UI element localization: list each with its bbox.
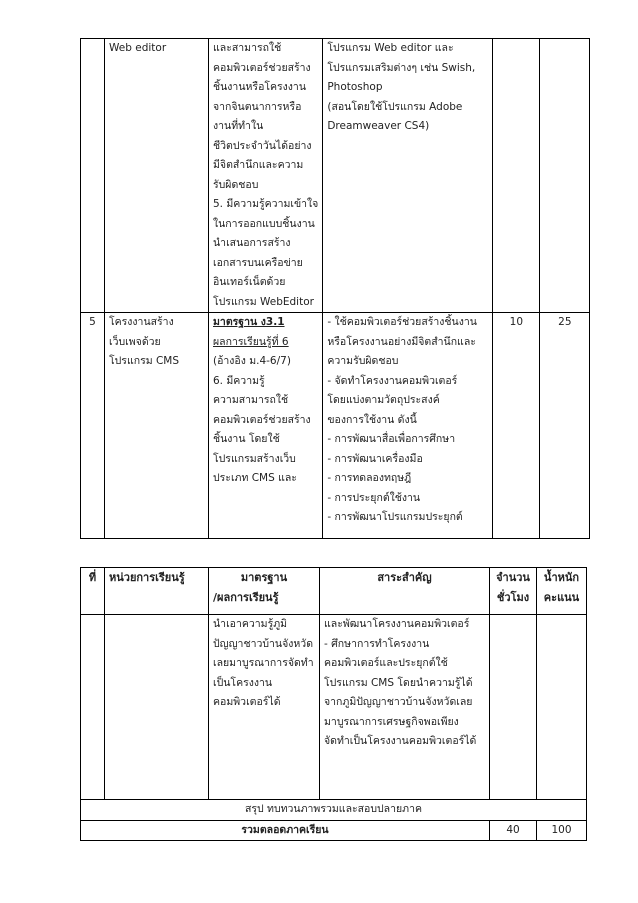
standard-cell: และสามารถใช้ คอมพิวเตอร์ช่วยสร้าง ชิ้นงานหรือโครงงาน จากจินตนาการหรือ งานที่ทำใน ชีวิตประจำวันได้อย่าง มีจิตสำนึกและความ รับผิดชอบ 5. มีความรู้ความเข้าใจ ในการออกแบบชิ้นงาน นำเสนอการสร้าง เอกสารบนเครือข่าย อินเทอร์เน็ตด้วย โปรแกรม WebEditor xyxy=(209,39,323,313)
header-content: สาระสำคัญ xyxy=(320,568,490,615)
summary-row xyxy=(81,800,587,821)
total-label: รวมตลอดภาคเรียน xyxy=(81,820,490,841)
hours-cell xyxy=(493,39,540,313)
standard-heading: มาตรฐาน ง3.1 xyxy=(213,316,285,328)
unit-cell: Web editor xyxy=(105,39,209,313)
hours-cell: 10 xyxy=(493,313,540,539)
summary-text: สรุป ทบทวนภาพรวมและสอบปลายภาค xyxy=(81,800,587,821)
table-row xyxy=(81,313,590,539)
course-table-continued xyxy=(80,38,590,539)
course-table xyxy=(80,567,587,841)
standard-cell: นำเอาความรู้ภูมิ ปัญญาชาวบ้านจังหวัด เลยมาบูรณาการจัดทำ เป็นโครงงาน คอมพิวเตอร์ได้ xyxy=(209,615,320,800)
total-weight: 100 xyxy=(537,820,587,841)
header-unit: หน่วยการเรียนรู้ xyxy=(105,568,209,615)
header-standard: มาตรฐาน /ผลการเรียนรู้ xyxy=(209,568,320,615)
total-hours: 40 xyxy=(490,820,537,841)
table-header-row xyxy=(81,568,587,615)
row-number xyxy=(81,39,105,313)
table-row xyxy=(81,39,590,313)
standard-cell: มาตรฐาน ง3.1 ผลการเรียนรู้ที่ 6 (อ้างอิง ม.4-6/7) 6. มีความรู้ ความสามารถใช้ คอมพิวเตอร์ช่วยสร้าง ชิ้นงาน โดยใช้ โปรแกรมสร้างเว็บ ประเภท CMS และ xyxy=(209,313,323,539)
header-no: ที่ xyxy=(81,568,105,615)
row-number: 5 xyxy=(81,313,105,539)
unit-cell: โครงงานสร้าง เว็บเพจด้วย โปรแกรม CMS xyxy=(105,313,209,539)
header-weight: น้ำหนัก คะแนน xyxy=(537,568,587,615)
content-cell: - ใช้คอมพิวเตอร์ช่วยสร้างชิ้นงาน หรือโครงงานอย่างมีจิตสำนึกและ ความรับผิดชอบ - จัดทำโครงงานคอมพิวเตอร์ โดยแบ่งตามวัตถุประสงค์ ของการใช้งาน ดังนี้ - การพัฒนาสื่อเพื่อการศึกษา - การพัฒนาเครื่องมือ - การทดลองทฤษฎี - การประยุกต์ใช้งาน - การพัฒนาโปรแกรมประยุกต์ xyxy=(323,313,493,539)
content-cell: โปรแกรม Web editor และ โปรแกรมเสริมต่างๆ เช่น Swish, Photoshop (สอนโดยใช้โปรแกรม Adobe Dreamweaver CS4) xyxy=(323,39,493,313)
table-row xyxy=(81,615,587,800)
weight-cell: 25 xyxy=(540,313,590,539)
content-cell: และพัฒนาโครงงานคอมพิวเตอร์ - ศึกษาการทำโครงงาน คอมพิวเตอร์และประยุกต์ใช้ โปรแกรม CMS โดยนำความรู้ได้ จากภูมิปัญญาชาวบ้านจังหวัดเลย มาบูรณาการเศรษฐกิจพอเพียง จัดทำเป็นโครงงานคอมพิวเตอร์ได้ xyxy=(320,615,490,800)
header-hours: จำนวน ชั่วโมง xyxy=(490,568,537,615)
total-row xyxy=(81,820,587,841)
outcome-heading: ผลการเรียนรู้ที่ 6 xyxy=(213,335,289,348)
weight-cell xyxy=(540,39,590,313)
